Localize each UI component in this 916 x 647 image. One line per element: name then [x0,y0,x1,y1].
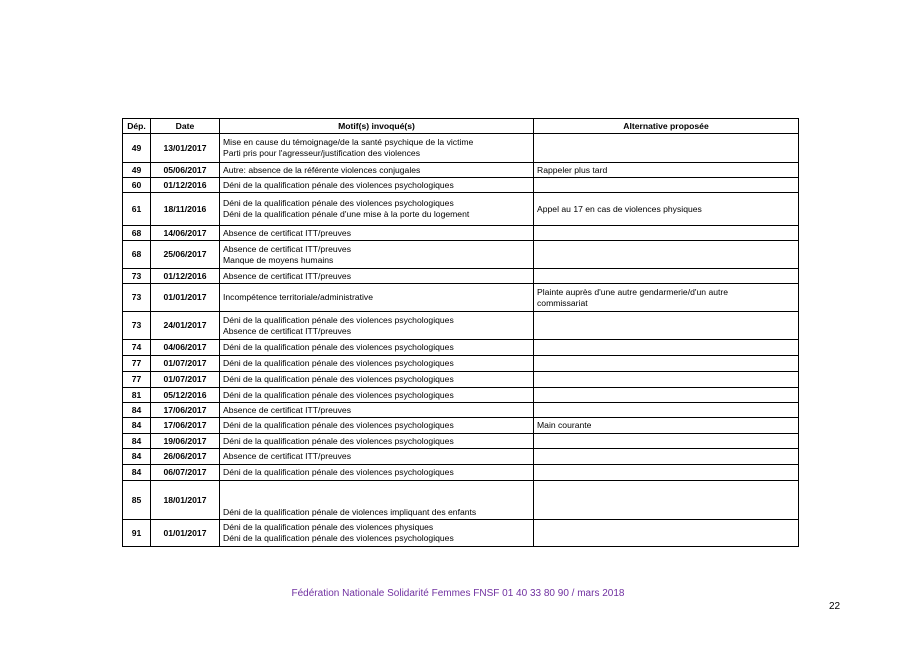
date-cell: 17/06/2017 [151,418,220,434]
alternative-cell [534,434,799,449]
table-row [123,449,799,465]
table-row [123,520,799,547]
motifs-cell [220,163,534,178]
table-row [123,226,799,241]
date-cell: 26/06/2017 [151,449,220,465]
motifs-cell [220,403,534,418]
date-cell: 01/07/2017 [151,356,220,372]
refusals-table [122,118,799,547]
dep-cell: 84 [123,449,151,465]
dep-cell: 84 [123,403,151,418]
dep-cell: 60 [123,178,151,193]
alternative-cell [534,340,799,356]
alternative-cell [534,193,799,226]
table-row [123,193,799,226]
alternative-cell [534,269,799,284]
alternative-cell [534,481,799,520]
table-row [123,388,799,403]
alternative-cell [534,418,799,434]
table-row [123,418,799,434]
motifs-cell [220,269,534,284]
table-row [123,356,799,372]
dep-cell: 74 [123,340,151,356]
header-date: Date [151,119,220,134]
motif-line: Déni de la qualification pénale des violences psychologiques [223,467,454,477]
dep-cell: 84 [123,418,151,434]
motif-line: Déni de la qualification pénale des violences psychologiques [223,420,454,430]
page-number: 22 [829,601,841,612]
alternative-cell [534,178,799,193]
motifs-cell [220,134,534,163]
motifs-cell [220,284,534,312]
date-cell: 18/01/2017 [151,481,220,520]
dep-cell: 84 [123,434,151,449]
alternative-cell [534,403,799,418]
alternative-cell [534,134,799,163]
alternative-cell [534,449,799,465]
table-row [123,241,799,269]
dep-cell: 73 [123,269,151,284]
alternative-cell [534,226,799,241]
dep-cell: 49 [123,163,151,178]
motif-line: Parti pris pour l'agresseur/justification des violences [223,148,421,158]
motif-line: Déni de la qualification pénale d'une mise à la porte du logement [223,209,470,219]
table-header-row [123,119,799,134]
motif-line: Absence de certificat ITT/preuves [223,243,352,254]
table-row [123,403,799,418]
motif-line: Absence de certificat ITT/preuves [223,451,352,461]
table-row [123,434,799,449]
date-cell: 05/12/2016 [151,388,220,403]
motif-line: Absence de certificat ITT/preuves [223,404,352,415]
motifs-cell [220,193,534,226]
dep-cell: 49 [123,134,151,163]
footer-text: Fédération Nationale Solidarité Femmes FNSF 01 40 33 80 90 / mars 2018 [291,588,625,599]
motifs-cell [220,356,534,372]
motif-line: Autre: absence de la référente violences conjugales [223,164,421,175]
motif-line: Déni de la qualification pénale des violences physiques [223,522,434,532]
motifs-cell [220,340,534,356]
date-cell: 25/06/2017 [151,241,220,269]
motifs-cell [220,241,534,269]
motifs-cell [220,312,534,340]
date-cell: 04/06/2017 [151,340,220,356]
motif-line: Déni de la qualification pénale de violences impliquant des enfants [223,507,477,517]
motifs-cell [220,418,534,434]
motifs-cell [220,226,534,241]
table-row [123,269,799,284]
motif-line: Manque de moyens humains [223,254,334,265]
table-row [123,465,799,481]
motif-line: Absence de certificat ITT/preuves [223,270,352,281]
table-row [123,284,799,312]
date-cell: 01/12/2016 [151,269,220,284]
table-row [123,134,799,163]
motif-line: Déni de la qualification pénale des violences psychologiques [223,389,454,400]
date-cell: 14/06/2017 [151,226,220,241]
table-row [123,178,799,193]
header-motifs: Motif(s) invoqué(s) [220,119,534,134]
dep-cell: 85 [123,481,151,520]
motif-line: Absence de certificat ITT/preuves [223,325,352,336]
table-row [123,312,799,340]
date-cell: 18/11/2016 [151,193,220,226]
alternative-line: Plainte auprès d'une autre gendarmerie/d'un autre [537,286,729,297]
alternative-cell [534,372,799,388]
alternative-line: commissariat [537,297,588,308]
table-row [123,340,799,356]
motif-line: Déni de la qualification pénale des violences psychologiques [223,179,454,190]
motif-line: Déni de la qualification pénale des violences psychologiques [223,358,454,368]
motifs-cell [220,178,534,193]
date-cell: 19/06/2017 [151,434,220,449]
date-cell: 13/01/2017 [151,134,220,163]
motifs-cell [220,520,534,547]
alternative-line: Appel au 17 en cas de violences physiques [537,203,702,214]
alternative-line: Rappeler plus tard [537,164,608,175]
motifs-cell [220,465,534,481]
header-dep: Dép. [123,119,151,134]
motif-line: Déni de la qualification pénale des violences psychologiques [223,314,454,325]
alternative-cell [534,241,799,269]
table-row [123,163,799,178]
motif-line: Déni de la qualification pénale des violences psychologiques [223,435,454,446]
dep-cell: 73 [123,284,151,312]
motifs-cell [220,449,534,465]
table-row [123,372,799,388]
dep-cell: 77 [123,356,151,372]
motifs-cell [220,372,534,388]
date-cell: 01/07/2017 [151,372,220,388]
alternative-cell [534,163,799,178]
alternative-cell [534,312,799,340]
dep-cell: 84 [123,465,151,481]
alternative-cell [534,356,799,372]
date-cell: 01/01/2017 [151,284,220,312]
dep-cell: 77 [123,372,151,388]
date-cell: 24/01/2017 [151,312,220,340]
motif-line: Absence de certificat ITT/preuves [223,227,352,238]
header-alternative: Alternative proposée [534,119,799,134]
motifs-cell [220,434,534,449]
motif-line: Mise en cause du témoignage/de la santé psychique de la victime [223,137,474,147]
date-cell: 01/01/2017 [151,520,220,547]
alternative-cell [534,284,799,312]
dep-cell: 61 [123,193,151,226]
alternative-cell [534,388,799,403]
motif-line: Incompétence territoriale/administrative [223,292,373,302]
alternative-line: Main courante [537,420,592,430]
date-cell: 06/07/2017 [151,465,220,481]
table-row [123,481,799,520]
dep-cell: 81 [123,388,151,403]
motif-line: Déni de la qualification pénale des violences psychologiques [223,374,454,384]
date-cell: 17/06/2017 [151,403,220,418]
motifs-cell [220,388,534,403]
motif-line: Déni de la qualification pénale des violences psychologiques [223,533,454,543]
date-cell: 05/06/2017 [151,163,220,178]
dep-cell: 68 [123,226,151,241]
motif-line: Déni de la qualification pénale des violences psychologiques [223,342,454,352]
motif-line: Déni de la qualification pénale des violences psychologiques [223,198,454,208]
alternative-cell [534,520,799,547]
date-cell: 01/12/2016 [151,178,220,193]
alternative-cell [534,465,799,481]
dep-cell: 73 [123,312,151,340]
dep-cell: 68 [123,241,151,269]
dep-cell: 91 [123,520,151,547]
motifs-cell [220,481,534,520]
